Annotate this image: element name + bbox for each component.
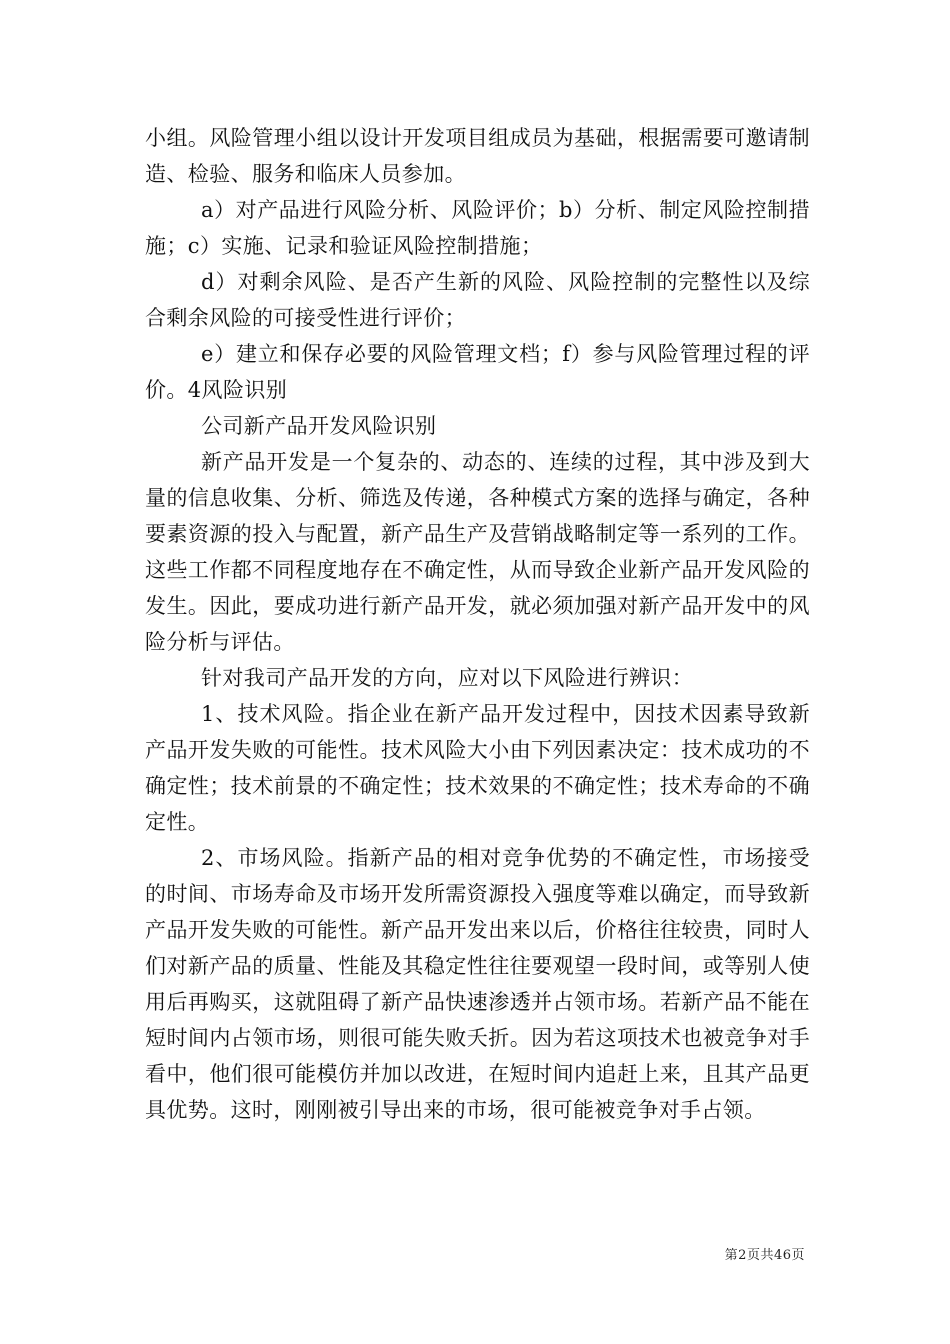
paragraph-7: 针对我司产品开发的方向，应对以下风险进行辨识： bbox=[201, 666, 694, 690]
paragraph-4: e）建立和保存必要的风险管理文档；f）参与风险管理过程的评价。4风险识别 bbox=[145, 342, 810, 402]
paragraph-1: 小组。风险管理小组以设计开发项目组成员为基础，根据需要可邀请制造、检验、服务和临床人员参加。 bbox=[145, 126, 810, 186]
paragraph-market-risk: 2、市场风险。指新产品的相对竞争优势的不确定性，市场接受的时间、市场寿命及市场开发所需资源投入强度等难以确定，而导致新产品开发失败的可能性。新产品开发出来以后，价格往往较贵，同时人们对新产品的质量、性能及其稳定性往往要观望一段时间，或等别人使用后再购买，这就阻碍了新产品快速渗透并占领市场。若新产品不能在短时间内占领市场，则很可能失败夭折。因为若这项技术也被竞争对手看中，他们很可能模仿并加以改进，在短时间内追赶上来，且其产品更具优势。这时，刚刚被引导出来的市场，很可能被竞争对手占领。 bbox=[145, 846, 810, 1122]
paragraph-6: 新产品开发是一个复杂的、动态的、连续的过程，其中涉及到大量的信息收集、分析、筛选及传递，各种模式方案的选择与确定，各种要素资源的投入与配置，新产品生产及营销战略制定等一系列的工作。这些工作都不同程度地存在不确定性，从而导致企业新产品开发风险的发生。因此，要成功进行新产品开发，就必须加强对新产品开发中的风险分析与评估。 bbox=[145, 450, 810, 654]
page-number-footer: 第2页共46页 bbox=[724, 1248, 805, 1263]
section-heading: 公司新产品开发风险识别 bbox=[201, 414, 437, 438]
document-body bbox=[145, 120, 810, 1128]
paragraph-technical-risk: 1、技术风险。指企业在新产品开发过程中，因技术因素导致新产品开发失败的可能性。技术风险大小由下列因素决定：技术成功的不确定性；技术前景的不确定性；技术效果的不确定性；技术寿命的不确定性。 bbox=[145, 702, 810, 834]
paragraph-2: a）对产品进行风险分析、风险评价；b）分析、制定风险控制措施；c）实施、记录和验证风险控制措施； bbox=[145, 198, 810, 258]
paragraph-3: d）对剩余风险、是否产生新的风险、风险控制的完整性以及综合剩余风险的可接受性进行评价； bbox=[145, 270, 810, 330]
